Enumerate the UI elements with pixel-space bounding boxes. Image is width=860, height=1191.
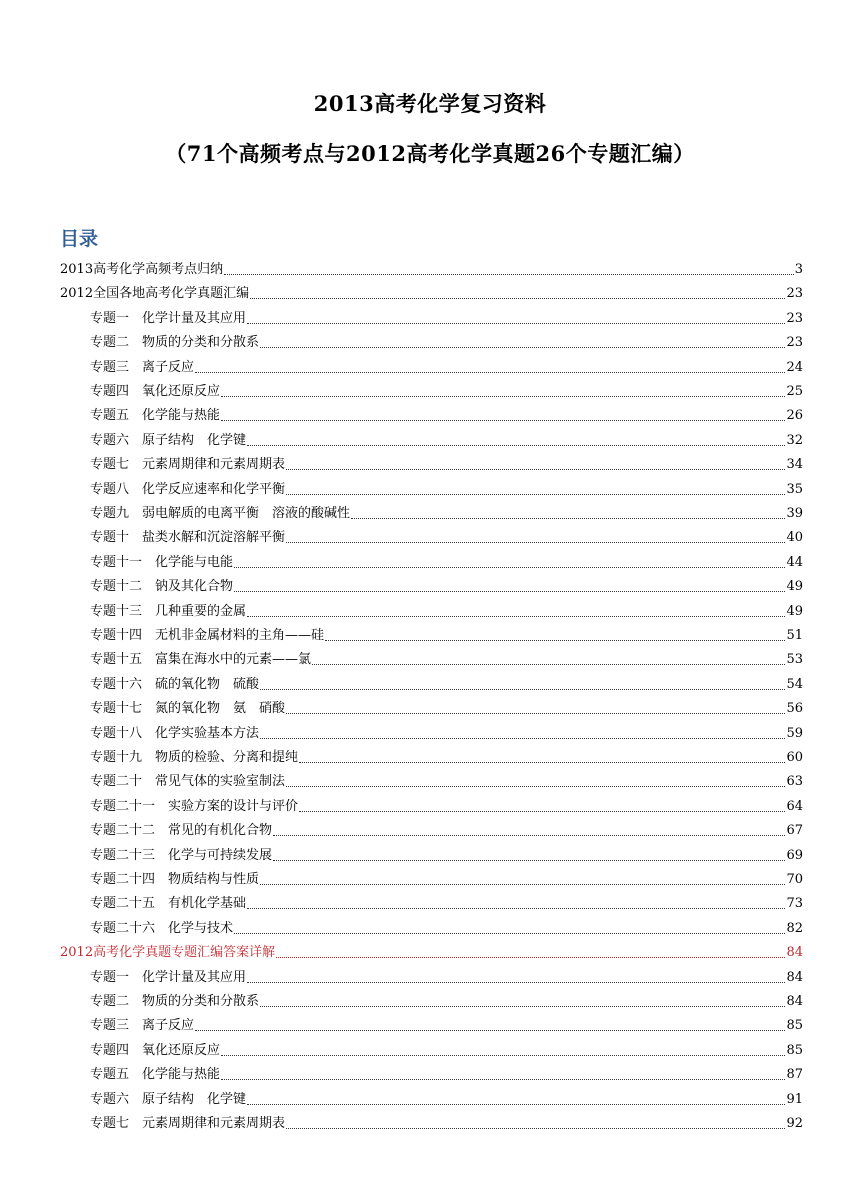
toc-entry-page-number: 24 [786, 360, 803, 375]
toc-dot-leader [260, 1006, 785, 1007]
toc-dot-leader [260, 884, 785, 885]
toc-entry-page-number: 56 [786, 701, 803, 716]
toc-dot-leader [221, 396, 785, 397]
toc-entry[interactable] [90, 1041, 803, 1061]
toc-entry-label: 2013高考化学高频考点归纳 [60, 262, 224, 277]
toc-entry[interactable] [90, 626, 803, 646]
toc-entry-label: 2012全国各地高考化学真题汇编 [60, 286, 250, 301]
toc-dot-leader [286, 542, 785, 543]
toc-entry-label: 专题五 化学能与热能 [90, 408, 221, 423]
toc-entry-label: 专题一 化学计量及其应用 [90, 970, 247, 985]
toc-entry-page-number: 63 [786, 774, 803, 789]
toc-entry-label: 专题二十二 常见的有机化合物 [90, 823, 273, 838]
toc-entry-page-number: 25 [786, 384, 803, 399]
toc-entry[interactable] [90, 846, 803, 866]
toc-entry-label: 专题十一 化学能与电能 [90, 555, 234, 570]
toc-entry[interactable] [90, 699, 803, 719]
toc-dot-leader [247, 1104, 785, 1105]
toc-dot-leader [195, 372, 785, 373]
toc-entry-page-number: 49 [786, 579, 803, 594]
toc-entry-page-number: 69 [786, 848, 803, 863]
toc-entry[interactable] [90, 406, 803, 426]
toc-entry-label: 专题二十六 化学与技术 [90, 921, 234, 936]
toc-dot-leader [247, 616, 785, 617]
toc-dot-leader [247, 982, 785, 983]
toc-dot-leader [276, 957, 785, 958]
document-subtitle: （71个高频考点与2012高考化学真题26个专题汇编） [165, 141, 695, 166]
toc-entry-page-number: 54 [786, 677, 803, 692]
toc-dot-leader [286, 786, 785, 787]
toc-entry-label: 专题六 原子结构 化学键 [90, 1092, 247, 1107]
toc-entry[interactable] [90, 821, 803, 841]
toc-dot-leader [273, 860, 785, 861]
toc-entry[interactable] [90, 1090, 803, 1110]
toc-entry-page-number: 67 [786, 823, 803, 838]
toc-entry[interactable] [90, 1114, 803, 1134]
toc-entry[interactable] [90, 602, 803, 622]
toc-dot-leader [250, 298, 785, 299]
toc-dot-leader [247, 908, 785, 909]
toc-entry[interactable] [60, 943, 803, 963]
toc-entry[interactable] [90, 919, 803, 939]
toc-entry-page-number: 40 [786, 530, 803, 545]
toc-entry[interactable] [90, 650, 803, 670]
toc-dot-leader [312, 664, 785, 665]
toc-dot-leader [221, 420, 785, 421]
toc-entry-page-number: 84 [786, 945, 803, 960]
toc-entry-label: 专题二十三 化学与可持续发展 [90, 848, 273, 863]
toc-entry[interactable] [90, 431, 803, 451]
toc-dot-leader [221, 1055, 785, 1056]
toc-entry[interactable] [90, 553, 803, 573]
toc-entry-page-number: 32 [786, 433, 803, 448]
toc-entry-page-number: 73 [786, 896, 803, 911]
toc-entry[interactable] [60, 260, 803, 280]
toc-dot-leader [299, 762, 785, 763]
toc-dot-leader [234, 933, 785, 934]
toc-dot-leader [286, 494, 785, 495]
toc-entry-page-number: 23 [786, 286, 803, 301]
toc-entry-label: 专题十二 钠及其化合物 [90, 579, 234, 594]
toc-entry-label: 专题一 化学计量及其应用 [90, 311, 247, 326]
toc-dot-leader [260, 738, 785, 739]
toc-dot-leader [260, 347, 785, 348]
toc-entry[interactable] [90, 358, 803, 378]
toc-entry-page-number: 60 [786, 750, 803, 765]
toc-entry[interactable] [90, 309, 803, 329]
toc-entry-page-number: 70 [786, 872, 803, 887]
toc-dot-leader [224, 274, 794, 275]
toc-entry-page-number: 84 [786, 994, 803, 1009]
toc-entry-label: 专题二十一 实验方案的设计与评价 [90, 799, 299, 814]
toc-entry[interactable] [90, 675, 803, 695]
toc-entry-page-number: 44 [786, 555, 803, 570]
toc-dot-leader [299, 811, 785, 812]
toc-entry-page-number: 26 [786, 408, 803, 423]
toc-entry[interactable] [90, 797, 803, 817]
toc-dot-leader [351, 518, 785, 519]
toc-entry-label: 专题十八 化学实验基本方法 [90, 726, 260, 741]
toc-entry-label: 专题三 离子反应 [90, 360, 195, 375]
toc-entry-page-number: 39 [786, 506, 803, 521]
toc-entry-label: 专题十六 硫的氧化物 硫酸 [90, 677, 260, 692]
toc-entry-label: 专题七 元素周期律和元素周期表 [90, 1116, 286, 1131]
toc-entry-label: 专题十 盐类水解和沉淀溶解平衡 [90, 530, 286, 545]
toc-entry-page-number: 53 [786, 652, 803, 667]
toc-entry-label: 专题十四 无机非金属材料的主角——硅 [90, 628, 325, 643]
document-title: 2013高考化学复习资料 [313, 91, 547, 116]
toc-dot-leader [247, 323, 785, 324]
toc-dot-leader [234, 567, 785, 568]
toc-entry-page-number: 34 [786, 457, 803, 472]
toc-entry-page-number: 64 [786, 799, 803, 814]
toc-entry[interactable] [90, 968, 803, 988]
toc-entry[interactable] [90, 1016, 803, 1036]
toc-entry-label: 专题二十四 物质结构与性质 [90, 872, 260, 887]
toc-entry[interactable] [90, 480, 803, 500]
toc-entry[interactable] [90, 748, 803, 768]
toc-entry-page-number: 23 [786, 335, 803, 350]
toc-entry-page-number: 85 [786, 1018, 803, 1033]
toc-entry[interactable] [90, 724, 803, 744]
toc-entry-page-number: 84 [786, 970, 803, 985]
toc-entry-page-number: 49 [786, 604, 803, 619]
toc-entry-label: 专题十七 氮的氧化物 氨 硝酸 [90, 701, 286, 716]
toc-entry-page-number: 3 [794, 262, 803, 277]
toc-entry[interactable] [60, 284, 803, 304]
toc-dot-leader [221, 1079, 785, 1080]
toc-entry-page-number: 23 [786, 311, 803, 326]
toc-entry-page-number: 85 [786, 1043, 803, 1058]
toc-entry-label: 专题十三 几种重要的金属 [90, 604, 247, 619]
toc-entry[interactable] [90, 382, 803, 402]
toc-entry-label: 2012高考化学真题专题汇编答案详解 [60, 945, 276, 960]
toc-entry-label: 专题七 元素周期律和元素周期表 [90, 457, 286, 472]
toc-entry[interactable] [90, 504, 803, 524]
toc-entry[interactable] [90, 455, 803, 475]
toc-entry-label: 专题十九 物质的检验、分离和提纯 [90, 750, 299, 765]
toc-heading: 目录 [60, 228, 99, 250]
toc-entry-page-number: 82 [786, 921, 803, 936]
toc-entry-label: 专题三 离子反应 [90, 1018, 195, 1033]
toc-entry-label: 专题四 氧化还原反应 [90, 384, 221, 399]
toc-entry-page-number: 92 [786, 1116, 803, 1131]
toc-entry-label: 专题六 原子结构 化学键 [90, 433, 247, 448]
toc-entry-page-number: 59 [786, 726, 803, 741]
toc-dot-leader [286, 469, 785, 470]
toc-entry-label: 专题五 化学能与热能 [90, 1067, 221, 1082]
toc-entry[interactable] [90, 992, 803, 1012]
toc-entry-label: 专题十五 富集在海水中的元素——氯 [90, 652, 312, 667]
toc-entry-label: 专题八 化学反应速率和化学平衡 [90, 482, 286, 497]
toc-dot-leader [325, 640, 785, 641]
toc-dot-leader [195, 1030, 785, 1031]
toc-dot-leader [247, 445, 785, 446]
toc-entry-label: 专题二 物质的分类和分散系 [90, 994, 260, 1009]
toc-entry-page-number: 91 [786, 1092, 803, 1107]
toc-entry[interactable] [90, 870, 803, 890]
toc-entry-page-number: 87 [786, 1067, 803, 1082]
toc-entry[interactable] [90, 772, 803, 792]
toc-entry[interactable] [90, 333, 803, 353]
toc-entry[interactable] [90, 1065, 803, 1085]
toc-entry[interactable] [90, 528, 803, 548]
toc-entry-label: 专题二 物质的分类和分散系 [90, 335, 260, 350]
toc-dot-leader [234, 591, 785, 592]
toc-dot-leader [286, 1128, 785, 1129]
toc-entry-label: 专题二十五 有机化学基础 [90, 896, 247, 911]
toc-dot-leader [260, 689, 785, 690]
toc-entry-label: 专题九 弱电解质的电离平衡 溶液的酸碱性 [90, 506, 351, 521]
toc-entry[interactable] [90, 894, 803, 914]
toc-entry[interactable] [90, 577, 803, 597]
toc-entry-page-number: 51 [786, 628, 803, 643]
toc-entry-label: 专题二十 常见气体的实验室制法 [90, 774, 286, 789]
toc-dot-leader [273, 835, 785, 836]
toc-entry-label: 专题四 氧化还原反应 [90, 1043, 221, 1058]
toc-entry-page-number: 35 [786, 482, 803, 497]
toc-dot-leader [286, 713, 785, 714]
